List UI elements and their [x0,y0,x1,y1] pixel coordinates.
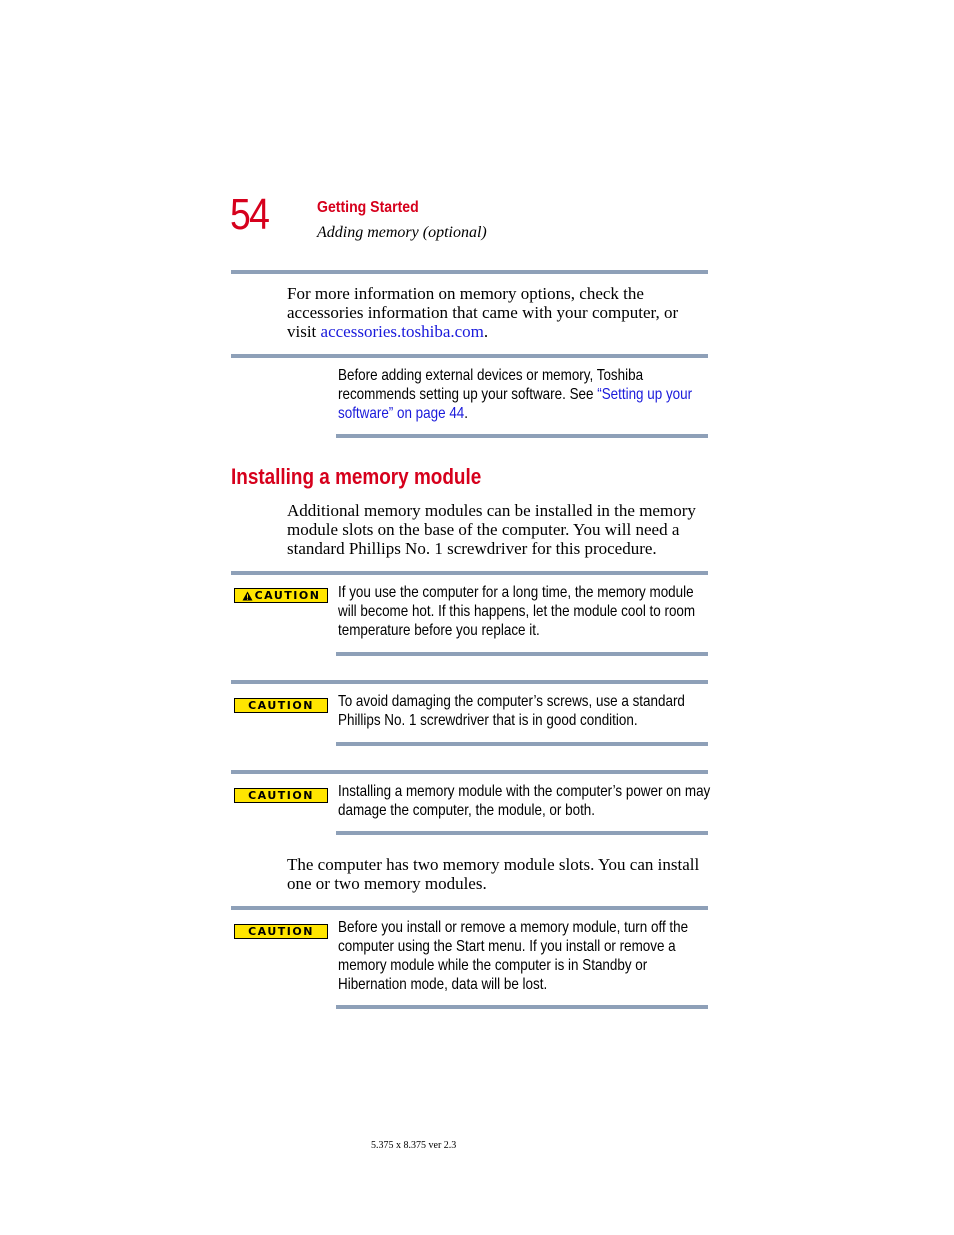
accessories-link[interactable]: accessories.toshiba.com [320,322,484,341]
caution-line: temperature before you replace it. [338,622,540,639]
setting-up-software-link[interactable]: “Setting up your [597,386,693,403]
caution-line: Before you install or remove a memory module, turn off the [338,919,689,936]
warning-triangle-icon [242,591,253,601]
caution-label: CAUTION [248,699,314,712]
divider-rule [231,680,708,684]
caution-text [338,692,685,730]
divider-rule [336,742,708,746]
body-paragraph [287,855,699,893]
body-line: standard Phillips No. 1 screwdriver for this procedure. [287,539,657,558]
caution-badge [234,788,328,803]
caution-line: will become hot. If this happens, let the module cool to room [338,603,696,620]
divider-rule [336,831,708,835]
body-line: one or two memory modules. [287,874,487,893]
body-line: module slots on the base of the computer. You will need a [287,520,680,539]
intro-line [287,322,678,341]
caution-badge [234,924,328,939]
intro-line: For more information on memory options, check the [287,284,644,303]
intro-text: . [483,322,489,341]
note-text: . [464,405,469,422]
note-line: Before adding external devices or memory, Toshiba [338,367,644,384]
caution-line: damage the computer, the module, or both. [338,802,596,819]
note-paragraph [338,366,692,423]
intro-line: accessories information that came with your computer, or [287,303,679,322]
divider-rule [336,434,708,438]
caution-text [338,782,710,820]
caution-label: CAUTION [248,925,314,938]
caution-text [338,918,688,994]
caution-line: Hibernation mode, data will be lost. [338,976,548,993]
setting-up-software-link[interactable]: software” on page 44 [338,405,465,422]
body-paragraph [287,501,696,558]
page-footer: 5.375 x 8.375 ver 2.3 [371,1140,457,1151]
caution-line: If you use the computer for a long time, the memory module [338,584,694,601]
caution-line: memory module while the computer is in Standby or [338,957,648,974]
divider-rule [336,652,708,656]
section-heading: Installing a memory module [231,464,482,489]
caution-badge [234,588,328,603]
note-line [338,385,692,404]
note-line [338,404,692,423]
divider-rule [231,354,708,358]
intro-paragraph [287,284,678,341]
note-text: recommends setting up your software. See [338,386,598,403]
section-subtitle: Adding memory (optional) [317,224,487,241]
body-line: Additional memory modules can be installed in the memory [287,501,696,520]
chapter-title: Getting Started [317,199,419,216]
divider-rule [336,1005,708,1009]
caution-text [338,583,695,640]
page-number: 54 [230,190,269,239]
divider-rule [231,270,708,274]
caution-line: Installing a memory module with the computer’s power on may [338,783,711,800]
caution-label: CAUTION [248,789,314,802]
divider-rule [231,770,708,774]
caution-label: CAUTION [254,589,321,602]
intro-text: visit [287,322,321,341]
divider-rule [231,906,708,910]
caution-line: To avoid damaging the computer’s screws, use a standard [338,693,685,710]
divider-rule [231,571,708,575]
caution-badge [234,698,328,713]
caution-line: computer using the Start menu. If you install or remove a [338,938,676,955]
body-line: The computer has two memory module slots. You can install [287,855,700,874]
caution-line: Phillips No. 1 screwdriver that is in good condition. [338,712,638,729]
